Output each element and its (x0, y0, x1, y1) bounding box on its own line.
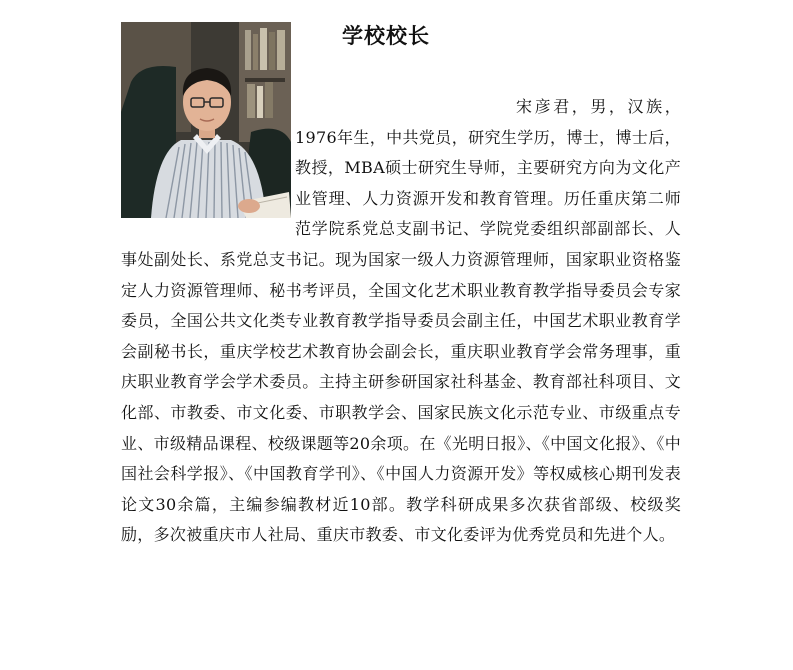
biography-paragraph: 宋彦君，男，汉族，1976年生，中共党员，研究生学历，博士，博士后，教授，MBA硕士研究生导师，主要研究方向为文化产业管理、人力资源开发和教育管理。历任重庆第二师范学院系党总支副书记、学院党委组织部副部长、人事处副处长、系党总支书记。现为国家一级人力资源管理师，国家职业资格鉴定人力资源管理师、秘书考评员，全国文化艺术职业教育教学指导委员会专家委员，全国公共文化类专业教育教学指导委员会副主任，中国艺术职业教育学会副秘书长，重庆学校艺术教育协会副会长，重庆职业教育学会常务理事，重庆职业教育学会学术委员。主持主研参研国家社科基金、教育部社科项目、文化部、市教委、市文化委、市职教学会、国家民族文化示范专业、市级重点专业、市级精品课程、校级课题等20余项。在《光明日报》、《中国文化报》、《中国社会科学报》、《中国教育学刊》、《中国人力资源开发》等权威核心期刊发表论文30余篇，主编参编教材近10部。教学科研成果多次获省部级、校级奖励，多次被重庆市人社局、重庆市教委、市文化委评为优秀党员和先进个人。 (121, 97, 681, 545)
biography-text-block (121, 92, 681, 551)
page-title: 学校校长 (342, 23, 430, 48)
photo-wrap-spacer (121, 92, 295, 216)
